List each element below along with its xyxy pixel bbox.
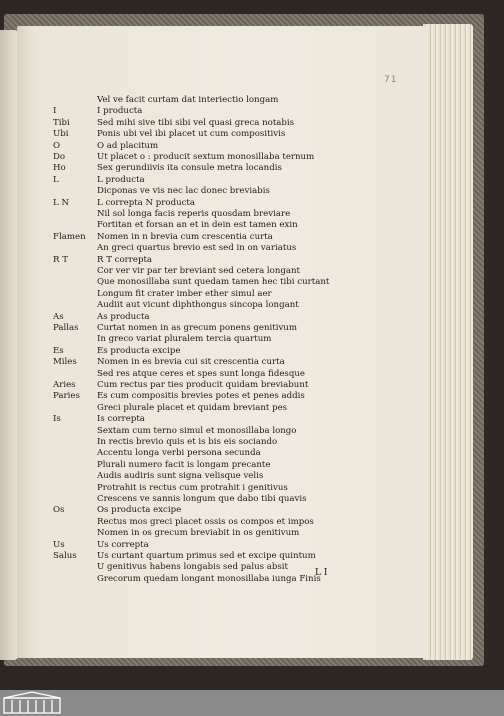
text-line [17, 117, 427, 129]
line-text: O ad placitum [97, 140, 159, 151]
text-line [17, 402, 427, 414]
text-line [17, 470, 427, 482]
line-text: Sed res atque ceres et spes sunt longa fidesque [97, 368, 305, 379]
text-line [17, 311, 427, 323]
text-line [17, 140, 427, 152]
text-line [17, 379, 427, 391]
line-text: Grecorum quedam longant monosillaba iunga Finis [97, 573, 321, 584]
footer-bar [0, 690, 504, 716]
line-text: I producta [97, 106, 143, 117]
line-text: Que monosillaba sunt quedam tamen hec tibi curtant [97, 277, 330, 288]
text-line [17, 447, 427, 459]
folio-number: 71 [384, 75, 398, 85]
book-page [17, 26, 427, 658]
line-text: Sex gerundiivis ita consule metra locandis [97, 163, 282, 174]
line-text: Nil sol longa facis reperis quosdam breviare [97, 209, 291, 219]
marginal-note: Salus [53, 551, 77, 561]
text-line [17, 425, 427, 437]
text-line [17, 299, 427, 311]
line-text: In rectis brevio quis et is bis eis sociando [97, 437, 278, 447]
text-line [17, 219, 427, 231]
text-line [17, 527, 427, 539]
line-text: Nomen in n brevia cum crescentia curta [97, 231, 273, 242]
text-line [17, 482, 427, 494]
text-line [17, 208, 427, 220]
line-text: Os producta excipe [97, 505, 182, 516]
line-text: Audiit aut vicunt diphthongus sincopa longant [97, 300, 299, 311]
text-line [17, 276, 427, 288]
end-mark: L I [315, 568, 328, 578]
text-line [17, 550, 427, 562]
text-line [17, 128, 427, 140]
text-line [17, 368, 427, 380]
line-text: Sextam cum terno simul et monosillaba longo [97, 425, 297, 436]
marginal-note: Flamen [53, 231, 86, 242]
marginal-note: As [53, 311, 64, 322]
page-stack-edge [423, 24, 473, 660]
line-text: Accentu longa verbi persona secunda [97, 448, 261, 459]
line-text: Dicponas ve vis nec lac donec breviabis [97, 186, 270, 197]
line-text: Fortitan et forsan an et in dein est tamen exin [97, 220, 298, 231]
text-line [17, 390, 427, 402]
marginal-note: Us [53, 539, 65, 550]
line-text: Protrahit is rectus cum protrahit i genitivus [97, 482, 288, 493]
marginal-note: Tibi [53, 117, 70, 128]
line-text: An greci quartus brevio est sed in on variatus [97, 243, 297, 254]
text-line [17, 162, 427, 174]
marginal-note: R T [53, 254, 68, 265]
text-line [17, 185, 427, 197]
line-text: R T correpta [97, 254, 153, 265]
text-line [17, 539, 427, 551]
line-text: Is correpta [97, 414, 145, 425]
line-text: Vel ve facit curtam dat interiectio longam [97, 95, 279, 105]
text-line [17, 288, 427, 300]
text-line [17, 151, 427, 163]
text-line [17, 436, 427, 448]
text-line [17, 94, 427, 106]
line-text: Curtat nomen in as grecum ponens genitivum [97, 323, 297, 333]
marginal-note: Is [53, 414, 61, 425]
line-text: Us correpta [97, 539, 149, 550]
marginal-note: Pallas [53, 323, 79, 333]
text-line [17, 561, 427, 573]
line-text: L correpta N producta [97, 197, 195, 208]
marginal-note: Os [53, 505, 65, 516]
line-text: Plurali numero facit is longam precante [97, 459, 271, 470]
marginal-note: L [53, 174, 59, 185]
marginal-note: Ho [53, 163, 66, 174]
line-text: Ponis ubi vel ibi placet ut cum compositivis [97, 129, 286, 140]
line-text: Es producta excipe [97, 345, 181, 356]
text-line [17, 356, 427, 368]
text-line [17, 242, 427, 254]
text-line [17, 197, 427, 209]
text-line [17, 231, 427, 243]
text-line [17, 174, 427, 186]
line-text: Longum fit crater imber ether simul aer [97, 288, 272, 299]
text-line [17, 573, 427, 585]
text-line [17, 504, 427, 516]
line-text: U genitivus habens longabis sed palus absit [97, 562, 288, 573]
marginal-note: Ubi [53, 129, 69, 140]
line-text: L producta [97, 174, 145, 185]
text-line [17, 516, 427, 528]
line-text: Audis audiris sunt signa velisque velis [97, 471, 264, 482]
text-line [17, 105, 427, 117]
text-line [17, 493, 427, 505]
library-building-icon [2, 691, 62, 715]
marginal-note: L N [53, 197, 69, 208]
line-text: Crescens ve sannis longum que dabo tibi quavis [97, 494, 307, 504]
marginal-note: Paries [53, 391, 80, 402]
left-page-edge [0, 30, 18, 660]
text-line [17, 265, 427, 277]
line-text: Cor ver vir par ter breviant sed cetera longant [97, 266, 300, 276]
text-line [17, 254, 427, 266]
line-text: In greco variat pluralem tercia quartum [97, 334, 272, 345]
marginal-note: Aries [53, 380, 76, 390]
text-line [17, 345, 427, 357]
line-text: Nomen in os grecum breviabit in os genitivum [97, 528, 300, 539]
line-text: Sed mihi sive tibi sibi vel quasi greca notabis [97, 117, 295, 128]
marginal-note: Es [53, 345, 64, 356]
line-text: As producta [97, 311, 150, 322]
text-line [17, 459, 427, 471]
line-text: Rectus mos greci placet ossis os compos et impos [97, 516, 314, 527]
text-line [17, 322, 427, 334]
line-text: Ut placet o : producit sextum monosillaba ternum [97, 152, 315, 162]
line-text: Cum rectus par ties producit quidam breviabunt [97, 380, 309, 390]
line-text: Greci plurale placet et quidam breviant pes [97, 402, 288, 413]
marginal-note: O [53, 140, 61, 151]
marginal-note: Miles [53, 357, 77, 368]
line-text: Es cum compositis brevies potes et penes addis [97, 391, 305, 402]
marginal-note: Do [53, 152, 66, 162]
marginal-note: I [53, 106, 57, 117]
text-line [17, 333, 427, 345]
text-line [17, 413, 427, 425]
line-text: Nomen in es brevia cui sit crescentia curta [97, 357, 285, 368]
line-text: Us curtant quartum primus sed et excipe quintum [97, 551, 316, 561]
